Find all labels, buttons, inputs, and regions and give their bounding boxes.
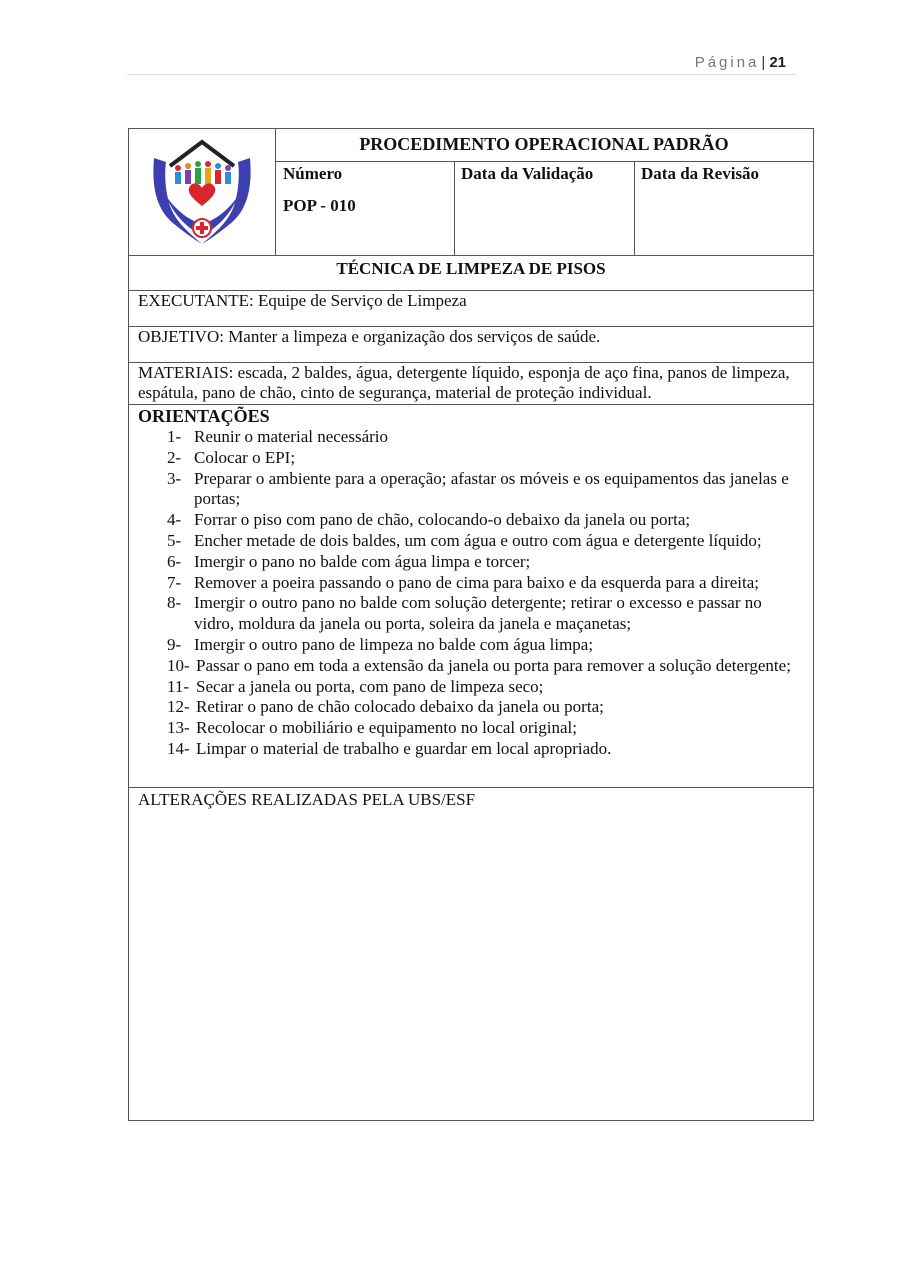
step-text: Retirar o pano de chão colocado debaixo da janela ou porta; <box>196 697 604 717</box>
step-text: Reunir o material necessário <box>194 427 389 446</box>
alteracoes-section <box>129 788 813 1120</box>
orientacoes-section <box>129 405 813 788</box>
step-text: Imergir o outro pano de limpeza no balde com água limpa; <box>194 634 594 654</box>
step-number: 5- <box>167 530 182 550</box>
numero-value: POP - 010 <box>283 196 356 215</box>
step-text: Secar a janela ou porta, com pano de limpeza seco; <box>196 676 544 696</box>
step-text: Forrar o piso com pano de chão, colocando-o debaixo da janela ou porta; <box>194 510 691 530</box>
validacao-cell <box>455 162 635 255</box>
step-item <box>138 656 804 677</box>
page-separator: | <box>761 54 766 71</box>
health-care-logo-icon <box>148 136 256 248</box>
numero-cell <box>275 162 455 255</box>
step-text: Passar o pano em toda a extensão da janela ou porta para remover a solução detergente; <box>196 655 791 675</box>
logo-cell <box>129 129 276 255</box>
alteracoes-label: ALTERAÇÕES REALIZADAS PELA UBS/ESF <box>138 790 476 809</box>
steps-list <box>138 427 804 760</box>
step-item <box>138 677 804 698</box>
step-item <box>138 697 804 718</box>
step-number: 10- <box>167 655 190 675</box>
header-rule <box>127 74 796 75</box>
step-number: 14- <box>167 738 190 758</box>
step-text: Recolocar o mobiliário e equipamento no local original; <box>196 718 577 738</box>
pop-table <box>128 128 814 1121</box>
step-text: Encher metade de dois baldes, um com água e outro com água e detergente líquido; <box>194 530 762 550</box>
page-number: 21 <box>769 54 786 71</box>
executante-row: EXECUTANTE: Equipe de Serviço de Limpeza <box>129 291 813 327</box>
step-number: 11- <box>167 676 190 696</box>
revisao-label: Data da Revisão <box>641 164 760 183</box>
step-number: 4- <box>167 510 182 530</box>
step-number: 2- <box>167 447 182 467</box>
step-text: Remover a poeira passando o pano de cima para baixo e da esquerda para a direita; <box>194 572 760 592</box>
numero-label: Número <box>283 164 343 183</box>
step-item <box>138 427 804 448</box>
step-number: 7- <box>167 572 182 592</box>
step-item <box>138 573 804 594</box>
validacao-label: Data da Validação <box>461 164 594 183</box>
step-item <box>138 510 804 531</box>
step-number: 12- <box>167 697 190 717</box>
step-item <box>138 718 804 739</box>
step-text: Preparar o ambiente para a operação; afastar os móveis e os equipamentos das janelas e portas; <box>194 468 789 509</box>
step-item <box>138 635 804 656</box>
orientacoes-title: ORIENTAÇÕES <box>138 406 270 426</box>
step-text: Imergir o pano no balde com água limpa e torcer; <box>194 551 531 571</box>
step-item <box>138 448 804 469</box>
step-item <box>138 469 804 511</box>
step-item <box>138 593 804 635</box>
page-header <box>695 54 786 71</box>
step-number: 13- <box>167 718 190 738</box>
step-number: 6- <box>167 551 182 571</box>
step-number: 8- <box>167 593 182 613</box>
document-title: PROCEDIMENTO OPERACIONAL PADRÃO <box>275 129 813 162</box>
materiais-row: MATERIAIS: escada, 2 baldes, água, detergente líquido, esponja de aço fina, panos de limpeza, espátula, pano de chão, cinto de segurança, material de proteção individual. <box>129 363 813 405</box>
step-text: Colocar o EPI; <box>194 447 296 467</box>
step-text: Imergir o outro pano no balde com solução detergente; retirar o excesso e passar no vidro, moldura da janela ou porta, soleira da janela e maçanetas; <box>194 593 762 634</box>
objetivo-row: OBJETIVO: Manter a limpeza e organização dos serviços de saúde. <box>129 327 813 363</box>
step-item <box>138 552 804 573</box>
step-item <box>138 531 804 552</box>
step-item <box>138 739 804 760</box>
step-number: 9- <box>167 634 182 654</box>
page-label: Página <box>694 54 760 71</box>
revisao-cell <box>635 162 813 255</box>
step-number: 3- <box>167 468 182 488</box>
step-number: 1- <box>167 427 182 446</box>
procedure-title: TÉCNICA DE LIMPEZA DE PISOS <box>129 255 813 291</box>
step-text: Limpar o material de trabalho e guardar em local apropriado. <box>196 738 612 758</box>
